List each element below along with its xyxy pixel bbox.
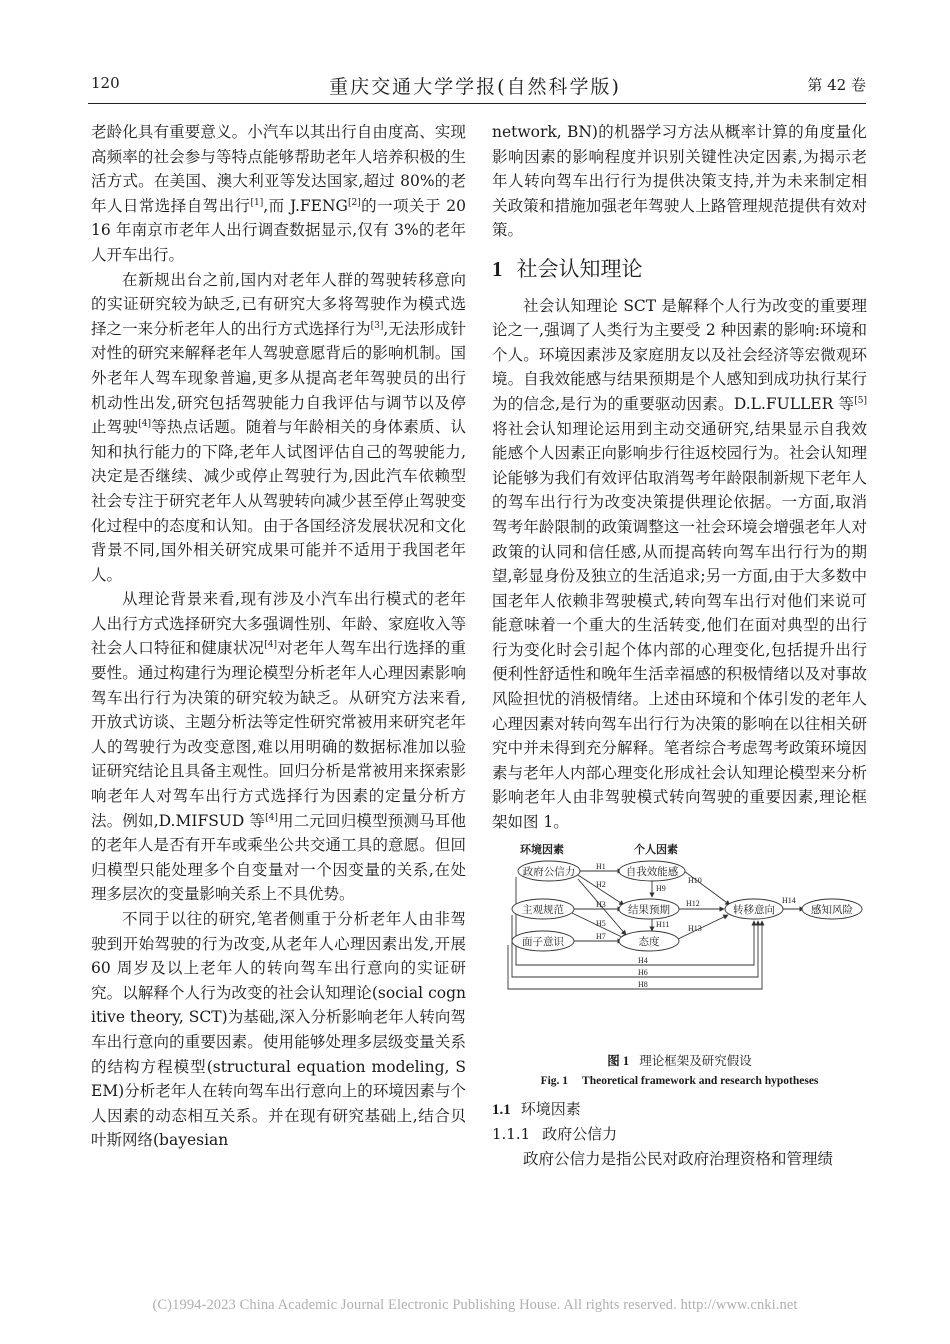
- citation[interactable]: [5]: [854, 395, 867, 406]
- framework-diagram: [492, 841, 867, 1049]
- hyp-h4: H4: [638, 955, 648, 965]
- hyp-h10: H10: [688, 875, 702, 885]
- group-env-label: 环境因素: [520, 842, 564, 856]
- node-efficacy: 自我效能感: [625, 865, 679, 878]
- paragraph-sct: 社会认知理论 SCT 是解释个人行为改变的重要理论之一,强调了人类行为主要受 2 种因素的影响:环境和个人。环境因素涉及家庭朋友以及社会经济等宏微观环境。自我效能感与结果预期是个人感知到成功执行某行为的信念,是行为的重要驱动因素。D.L.FULLER 等[5]将社会认知理论运用到主动交通研究,结果显示自我效能感个人因素正向影响步行往返校园行为。社会认知理论能够为我们有效评估取消驾考年龄限制新规下老年人的驾车出行行为改变决策提供理论依据。一方面,取消驾考年龄限制的政策调整这一社会环境会增强老年人对政策的认同和信任感,从而提高转向驾车出行行为的期望,彰显身份及独立的生活追求;另一方面,由于大多数中国老年人依赖非驾驶模式,转向驾车出行对他们来说可能意味着一个重大的生活转变,他们在面对典型的出行行为变化时会引起个体内部的心理变化,包括提升出行便利性舒适性和晚年生活幸福感的积极情绪以及对事故风险担忧的消极情绪。上述由环境和个体引发的老年人心理因素对转向驾车出行行为决策的影响在以往相关研究中并未得到充分解释。笔者综合考虑驾考政策环境因素与老年人内部心理变化形成社会认知理论模型来分析影响老年人由非驾驶模式转向驾驶的重要因素,理论框架如图 1。: [492, 296, 867, 832]
- citation[interactable]: [4]: [265, 812, 278, 823]
- paragraph-1: 老龄化具有重要意义。小汽车以其出行自由度高、实现高频率的社会参与等特点能够帮助老年人培养积极的生活方式。在美国、澳大利亚等发达国家,超过 80%的老年人日常选择自驾出行[1],而 J.FENG[2]的一项关于 2016 年南京市老年人出行调查数据显示,仅有 3%的老年人开车出行。: [91, 123, 466, 264]
- citation[interactable]: [4]: [264, 640, 277, 651]
- node-intention: 转移意向: [733, 903, 775, 916]
- paragraph-continuation: network, BN)的机器学习方法从概率计算的角度量化影响因素的影响程度并识别关键性决定因素,为揭示老年人转向驾车出行行为提供决策支持,并为未来制定相关政策和措施加强老年驾驶人上路管理规范提供有效对策。: [492, 123, 867, 240]
- node-expectation: 结果预期: [628, 903, 670, 916]
- hyp-h11: H11: [656, 919, 670, 929]
- paragraph-4: 不同于以往的研究,笔者侧重于分析老年人由非驾驶到开始驾驶的行为改变,从老年人心理因素出发,开展 60 周岁及以上老年人的转向驾车出行意向的实证研究。以解释个人行为改变的社会认知理论(social cognitive theory, SCT)为基础,深入分析影响老年人转向驾车出行意向的重要因素。使用能够处理多层级变量关系的结构方程模型(structural equation modeling, SEM)分析老年人在转向驾车出行意向上的环境因素与个人因素的动态相互关系。并在现有研究基础上,结合贝叶斯网络(bayesian: [91, 910, 466, 1150]
- hyp-h8: H8: [638, 979, 648, 989]
- node-risk: 感知风险: [811, 903, 853, 916]
- hyp-h3: H3: [596, 899, 606, 909]
- citation[interactable]: [3]: [370, 320, 384, 331]
- hyp-h12: H12: [686, 898, 700, 908]
- node-attitude: 态度: [638, 935, 660, 948]
- figure-caption-cn: 图 1 理论框架及研究假设: [607, 1052, 752, 1068]
- hyp-h9: H9: [656, 883, 666, 893]
- citation[interactable]: [2]: [347, 197, 361, 208]
- section-heading: 1 社会认知理论: [492, 256, 643, 281]
- paragraph-trust: 政府公信力是指公民对政府治理资格和管理绩: [523, 1149, 834, 1168]
- node-trust: 政府公信力: [522, 865, 576, 878]
- hyp-h2: H2: [596, 879, 606, 889]
- hyp-h1: H1: [596, 861, 606, 871]
- page-number: 120: [91, 74, 120, 92]
- group-personal-label: 个人因素: [634, 842, 678, 856]
- citation[interactable]: [4]: [138, 418, 151, 429]
- header-rule: [88, 103, 866, 104]
- node-face: 面子意识: [522, 935, 564, 948]
- citation[interactable]: [1]: [250, 197, 264, 208]
- node-norm: 主观规范: [522, 903, 564, 916]
- hyp-h14: H14: [782, 895, 796, 905]
- copyright-footer: (C)1994-2023 China Academic Journal Electronic Publishing House. All rights reserved. http://www.cnki.net: [152, 1297, 798, 1313]
- left-column: [91, 120, 466, 1153]
- hyp-h5: H5: [596, 918, 606, 928]
- subsubsection-heading: 1.1.1 政府公信力: [492, 1125, 618, 1144]
- right-column: [492, 120, 867, 1171]
- hyp-h6: H6: [638, 967, 648, 977]
- journal-title: 重庆交通大学学报(自然科学版): [329, 76, 621, 98]
- paragraph-2: 在新规出台之前,国内对老年人群的驾驶转移意向的实证研究较为缺乏,已有研究大多将驾驶作为模式选择之一来分析老年人的出行方式选择行为[3],无法形成针对性的研究来解释老年人驾驶意愿背后的影响机制。国外老年人驾车现象普遍,更多从提高老年驾驶员的出行机动性出发,研究包括驾驶能力自我评估与调节以及停止驾驶[4]等热点话题。随着与年龄相关的身体素质、认知和执行能力的下降,老年人试图评估自己的驾驶能力,决定是否继续、减少或停止驾驶行为,因此汽车依赖型社会专注于研究老年人从驾驶转向减少甚至停止驾驶变化过程中的态度和认知。由于各国经济发展状况和文化背景不同,国外相关研究成果可能并不适用于我国老年人。: [91, 270, 466, 584]
- hyp-h7: H7: [596, 931, 606, 941]
- hyp-h13: H13: [688, 923, 702, 933]
- paragraph-3: 从理论背景来看,现有涉及小汽车出行模式的老年人出行方式选择研究大多强调性别、年龄、家庭收入等社会人口特征和健康状况[4]对老年人驾车出行选择的重要性。通过构建行为理论模型分析老年人心理因素影响驾车出行行为决策的研究较为缺乏。从研究方法来看,开放式访谈、主题分析法等定性研究常被用来研究老年人的驾驶行为改变意图,难以用明确的数据标准加以验证研究结论且具备主观性。回归分析是常被用来探索影响老年人对驾车出行方式选择行为因素的定量分析方法。例如,D.MIFSUD 等[4]用二元回归模型预测马耳他的老年人是否有开车或乘坐公共交通工具的意愿。但回归模型只能处理多个自变量对一个因变量的关系,在处理多层次的变量影响关系上不具优势。: [91, 590, 466, 904]
- figure-1: [492, 841, 867, 1091]
- subsection-heading: 1.1 环境因素: [492, 1099, 581, 1118]
- volume-label: 第 42 卷: [807, 76, 866, 94]
- figure-caption-en: Fig. 1 Theoretical framework and research hypotheses: [540, 1074, 819, 1087]
